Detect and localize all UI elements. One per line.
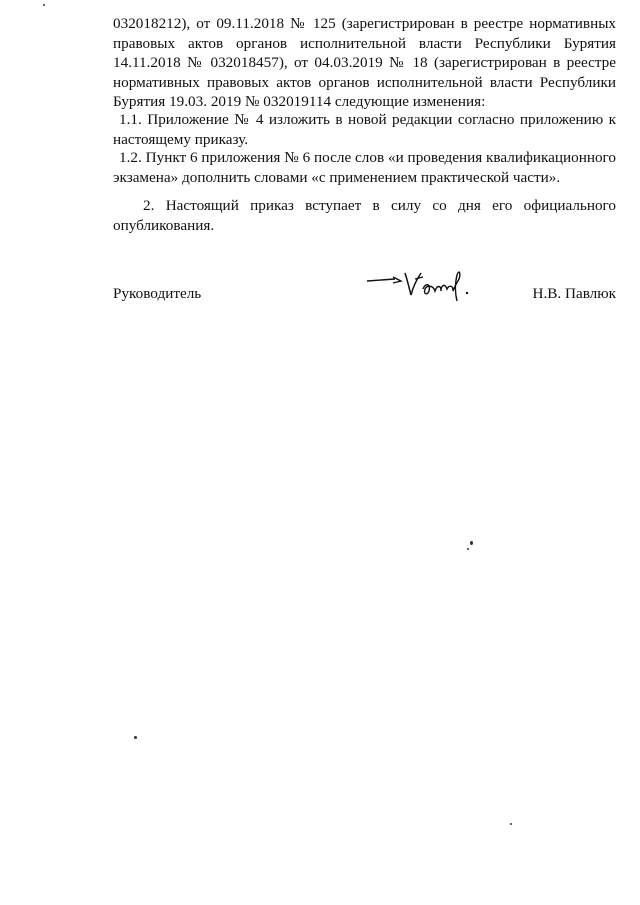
scan-speck <box>510 823 512 825</box>
scan-speck <box>467 548 469 550</box>
handwritten-signature <box>365 265 475 305</box>
item-1-1: 1.1. Приложение № 4 изложить в новой редакции согласно приложению к настоящему приказу. <box>113 111 616 148</box>
signatory-name: Н.В. Павлюк <box>532 285 616 302</box>
scan-speck <box>470 541 473 545</box>
scan-speck <box>43 4 45 6</box>
scan-speck <box>134 736 137 739</box>
signatory-title: Руководитель <box>113 285 202 302</box>
item-1-2: 1.2. Пункт 6 приложения № 6 после слов «и проведения квалификационного экзамена» дополнить словами «с применением практической части». <box>113 149 616 186</box>
item-2: 2. Настоящий приказ вступает в силу со дня его официального опубликования. <box>113 197 616 234</box>
paragraph-intro: 032018212), от 09.11.2018 № 125 (зарегистрирован в реестре нормативных правовых актов органов исполнительной власти Республики Бурятия 14.11.2018 № 032018457), от 04.03.2019 № 18 (зарегистрирован в реестре нормативных правовых актов органов исполнительной власти Республики Бурятия 19.03. 2019 № 032019114 следующие изменения: <box>113 15 616 110</box>
